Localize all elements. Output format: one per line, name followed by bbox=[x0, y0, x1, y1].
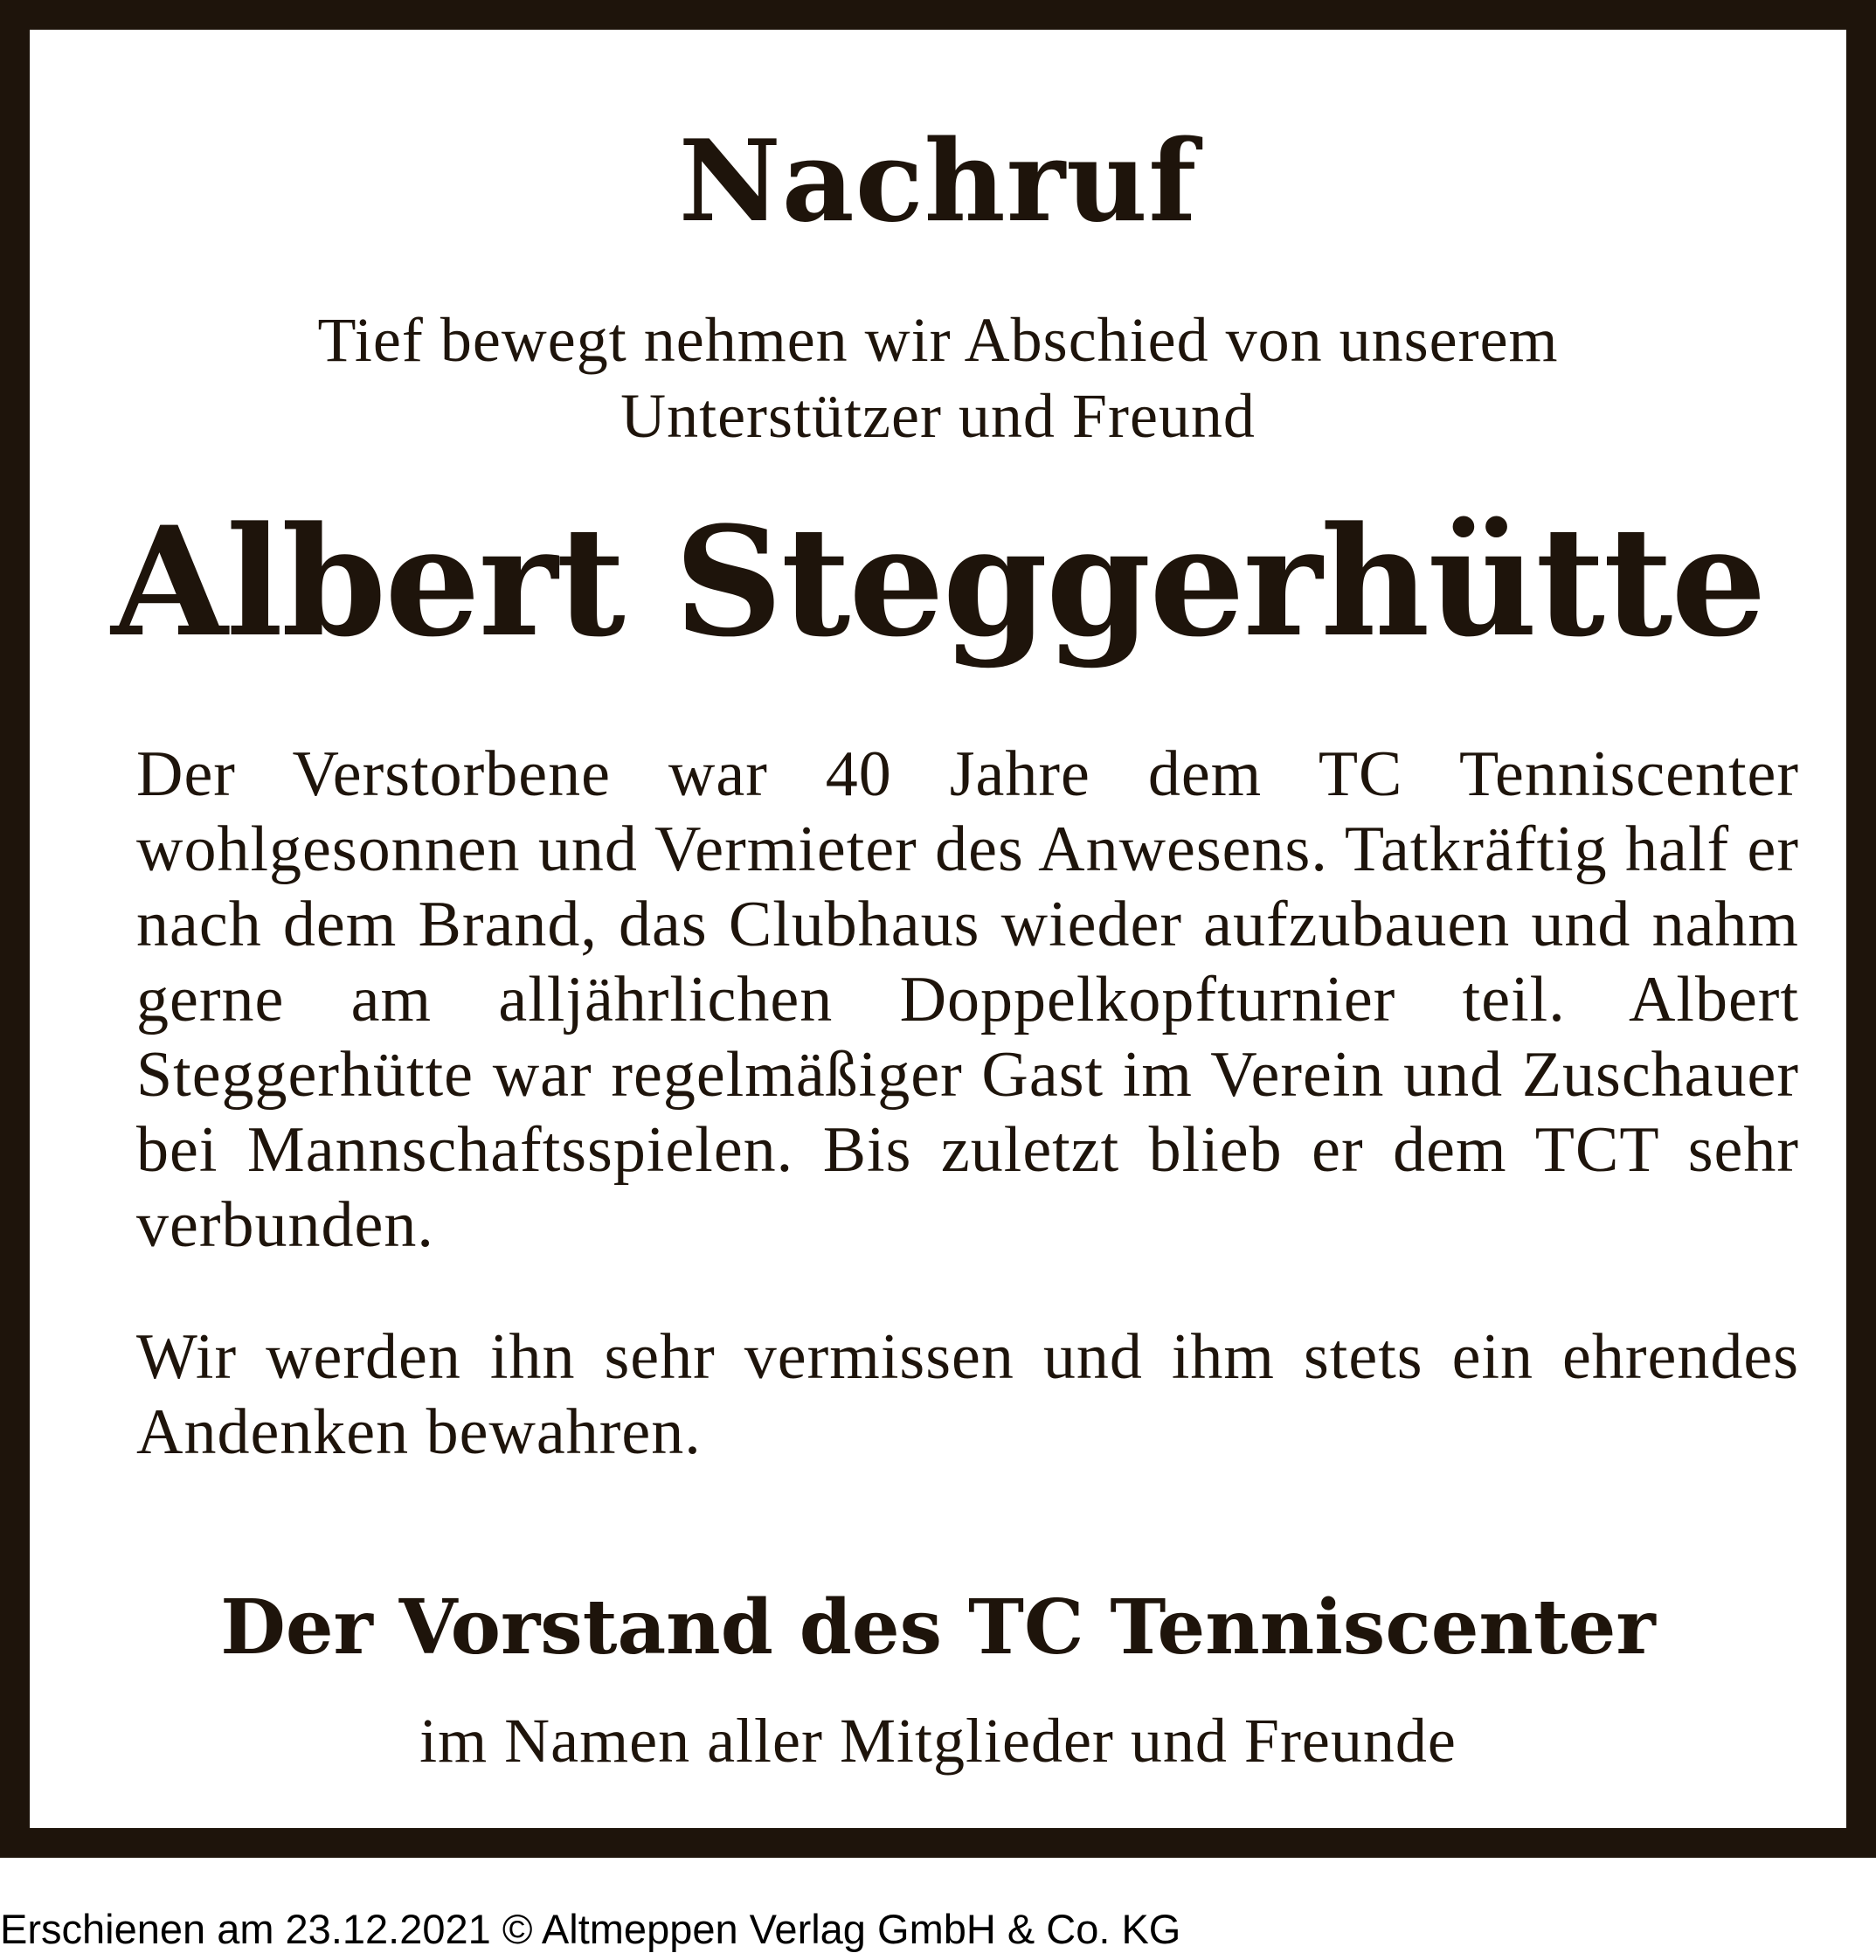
intro-text bbox=[30, 302, 1846, 454]
intro-line-1: Tief bewegt nehmen wir Abschied von unserem bbox=[317, 305, 1559, 375]
intro-line-2: Unterstützer und Freund bbox=[620, 381, 1256, 451]
deceased-name: Albert Steggerhütte bbox=[111, 493, 1765, 670]
sub-signature: im Namen aller Mitglieder und Freunde bbox=[419, 1706, 1457, 1776]
signature: Der Vorstand des TC Tenniscenter bbox=[220, 1583, 1656, 1672]
publication-footer: Erschienen am 23.12.2021 © Altmeppen Verlag GmbH & Co. KG bbox=[0, 1906, 1181, 1952]
notice-title: Nachruf bbox=[678, 116, 1198, 247]
farewell-paragraph: Wir werden ihn sehr vermissen und ihm stets ein ehrendes Andenken bewahren. bbox=[136, 1321, 1799, 1468]
tribute-paragraph: Der Verstorbene war 40 Jahre dem TC Tenniscenter wohlgesonnen und Vermieter des Anwesens. Tatkräftig half er nach dem Brand, das Clubhaus wieder aufzubauen und nahm gerne am alljährlichen Doppelkopfturnier teil. Albert Steggerhütte war regelmäßiger Gast im Verein und Zuschauer bei Mannschaftsspielen. Bis zuletzt blieb er dem TCT sehr verbunden. bbox=[136, 738, 1799, 1261]
